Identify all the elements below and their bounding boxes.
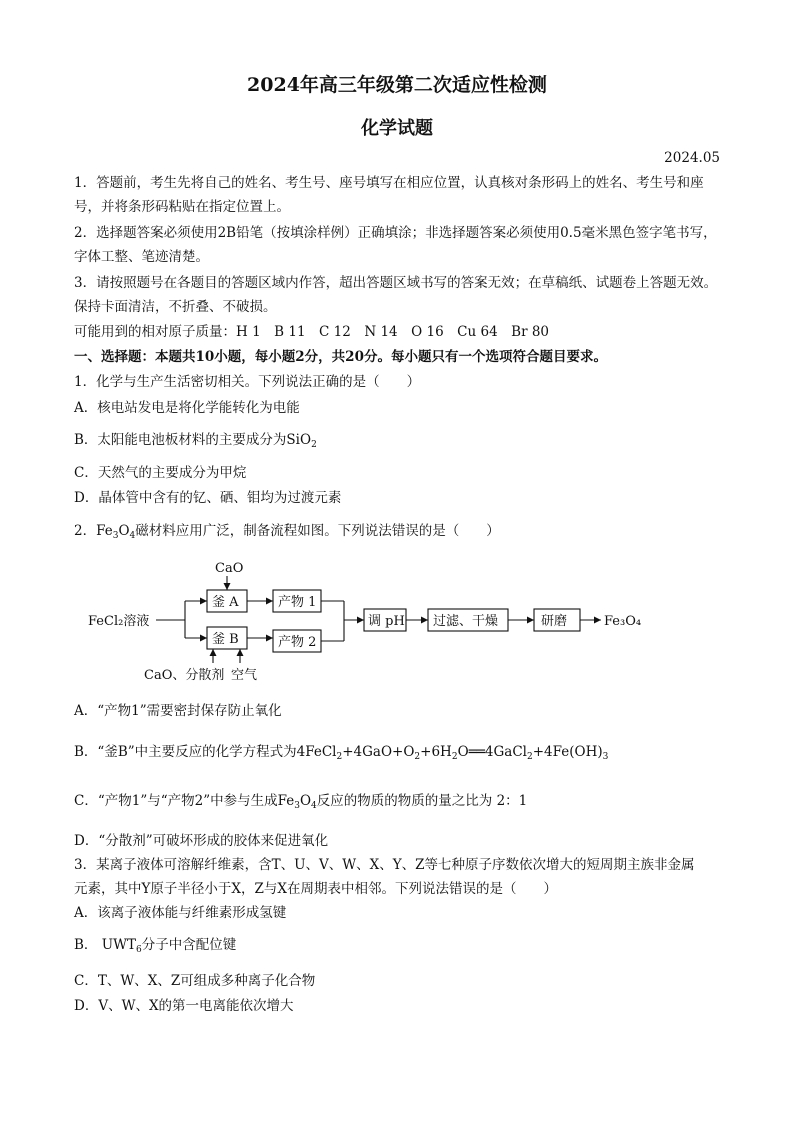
q2-b-sub: 2 xyxy=(414,752,421,762)
product-2-label: 产物 2 xyxy=(278,635,317,650)
q2-b-part: +6H xyxy=(420,744,452,760)
exam-subtitle: 化学试题 xyxy=(361,118,433,139)
air-label: 空气 xyxy=(231,668,258,683)
cao-label: CaO xyxy=(215,561,244,576)
product-1-label: 产物 1 xyxy=(278,595,317,610)
instruction-3-line-2: 保持卡面清洁，不折叠、不破损。 xyxy=(74,299,277,315)
q2-stem-sub: 4 xyxy=(129,531,136,541)
q2-c-part: 反应的物质的物质的量之比为 2：1 xyxy=(316,793,528,809)
q2-b-part: B．“釜B”中主要反应的化学方程式为4FeCl xyxy=(74,744,337,760)
q3-option-b xyxy=(74,935,236,955)
instruction-2-line-1: 2．选择题答案必须使用2B铅笔（按填涂样例）正确填涂；非选择题答案必须使用0.5毫米黑色签字笔书写， xyxy=(74,225,717,241)
q3-stem-line-1: 3．某离子液体可溶解纤维素，含T、U、V、W、X、Y、Z等七种原子序数依次增大的短周期主族非金属 xyxy=(74,857,695,873)
q1-stem: 1．化学与生产生活密切相关。下列说法正确的是（ ） xyxy=(74,374,421,390)
instruction-2-line-2: 字体工整、笔迹清楚。 xyxy=(74,249,209,265)
q3-option-a: A．该离子液体能与纤维素形成氢键 xyxy=(74,905,287,921)
q2-stem-part: O xyxy=(118,523,130,539)
q3-option-c: C．T、W、X、Z可组成多种离子化合物 xyxy=(74,973,316,989)
q1-option-a: A．核电站发电是将化学能转化为电能 xyxy=(74,400,300,416)
q2-b-sub: 2 xyxy=(526,752,533,762)
q2-option-a: A．“产物1”需要密封保存防止氧化 xyxy=(74,703,282,719)
q3-b-sub: 6 xyxy=(135,945,142,955)
q3-stem-line-2: 元素，其中Y原子半径小于X，Z与X在周期表中相邻。下列说法错误的是（ ） xyxy=(74,881,558,897)
grind-label: 研磨 xyxy=(541,614,568,629)
q2-option-d: D．“分散剂”可破坏形成的胶体来促进氧化 xyxy=(74,833,329,849)
adjust-ph-label: 调 pH xyxy=(368,614,405,629)
q2-b-part: +4GaO+O xyxy=(342,744,415,760)
q3-option-d: D．V、W、X的第一电离能依次增大 xyxy=(74,998,294,1014)
kettle-b-label: 釜 B xyxy=(212,632,239,647)
q3-b-part: B． UWT xyxy=(74,937,136,953)
q2-option-b xyxy=(74,742,608,762)
exam-date: 2024.05 xyxy=(664,150,720,166)
q2-stem-part: 磁材料应用广泛，制备流程如图。下列说法错误的是（ ） xyxy=(135,523,500,539)
feed-label: FeCl₂溶液 xyxy=(88,614,150,629)
instruction-1-line-1: 1．答题前，考生先将自己的姓名、考生号、座号填写在相应位置，认真核对条形码上的姓名、考生号和座 xyxy=(74,175,704,191)
kettle-a-label: 釜 A xyxy=(212,595,239,610)
q1-option-b-text: B．太阳能电池板材料的主要成分为SiO xyxy=(74,432,312,448)
q2-stem xyxy=(74,521,500,541)
instruction-3-line-1: 3．请按照题号在各题目的答题区域内作答，超出答题区域书写的答案无效；在草稿纸、试题卷上答题无效。 xyxy=(74,275,718,291)
q2-b-part: O══4GaCl xyxy=(457,744,527,760)
additives-label: CaO、分散剂 xyxy=(144,668,225,683)
q2-c-part: C．“产物1”与“产物2”中参与生成Fe xyxy=(74,793,295,809)
q2-c-part: O xyxy=(299,793,312,809)
q1-option-b-sub: 2 xyxy=(311,440,317,450)
atomic-mass-list: 可能用到的相对原子质量：H 1 B 11 C 12 N 14 O 16 Cu 64 Br 80 xyxy=(74,324,549,340)
q2-stem-sub: 3 xyxy=(112,531,119,541)
q2-c-sub: 3 xyxy=(294,801,300,811)
q2-b-part: +4Fe(OH) xyxy=(532,744,603,760)
section-heading: 一、选择题：本题共10小题，每小题2分，共20分。每小题只有一个选项符合题目要求。 xyxy=(74,349,607,365)
exam-title: 2024年高三年级第二次适应性检测 xyxy=(247,74,547,96)
q2-b-sub: 2 xyxy=(336,752,343,762)
q2-b-sub: 3 xyxy=(602,752,609,762)
q2-c-sub: 4 xyxy=(311,801,317,811)
filter-dry-label: 过滤、干燥 xyxy=(433,614,499,629)
q1-option-d: D．晶体管中含有的钇、硒、钼均为过渡元素 xyxy=(74,490,342,506)
q2-b-sub: 2 xyxy=(451,752,458,762)
output-label: Fe₃O₄ xyxy=(604,614,642,629)
q3-b-part: 分子中含配位键 xyxy=(141,937,237,953)
q1-option-c: C．天然气的主要成分为甲烷 xyxy=(74,465,247,481)
q2-option-c xyxy=(74,791,527,811)
process-flow-diagram xyxy=(88,555,648,690)
instruction-1-line-2: 号，并将条形码粘贴在指定位置上。 xyxy=(74,199,290,215)
q2-stem-part: 2．Fe xyxy=(74,523,113,539)
q1-option-b xyxy=(74,430,317,450)
